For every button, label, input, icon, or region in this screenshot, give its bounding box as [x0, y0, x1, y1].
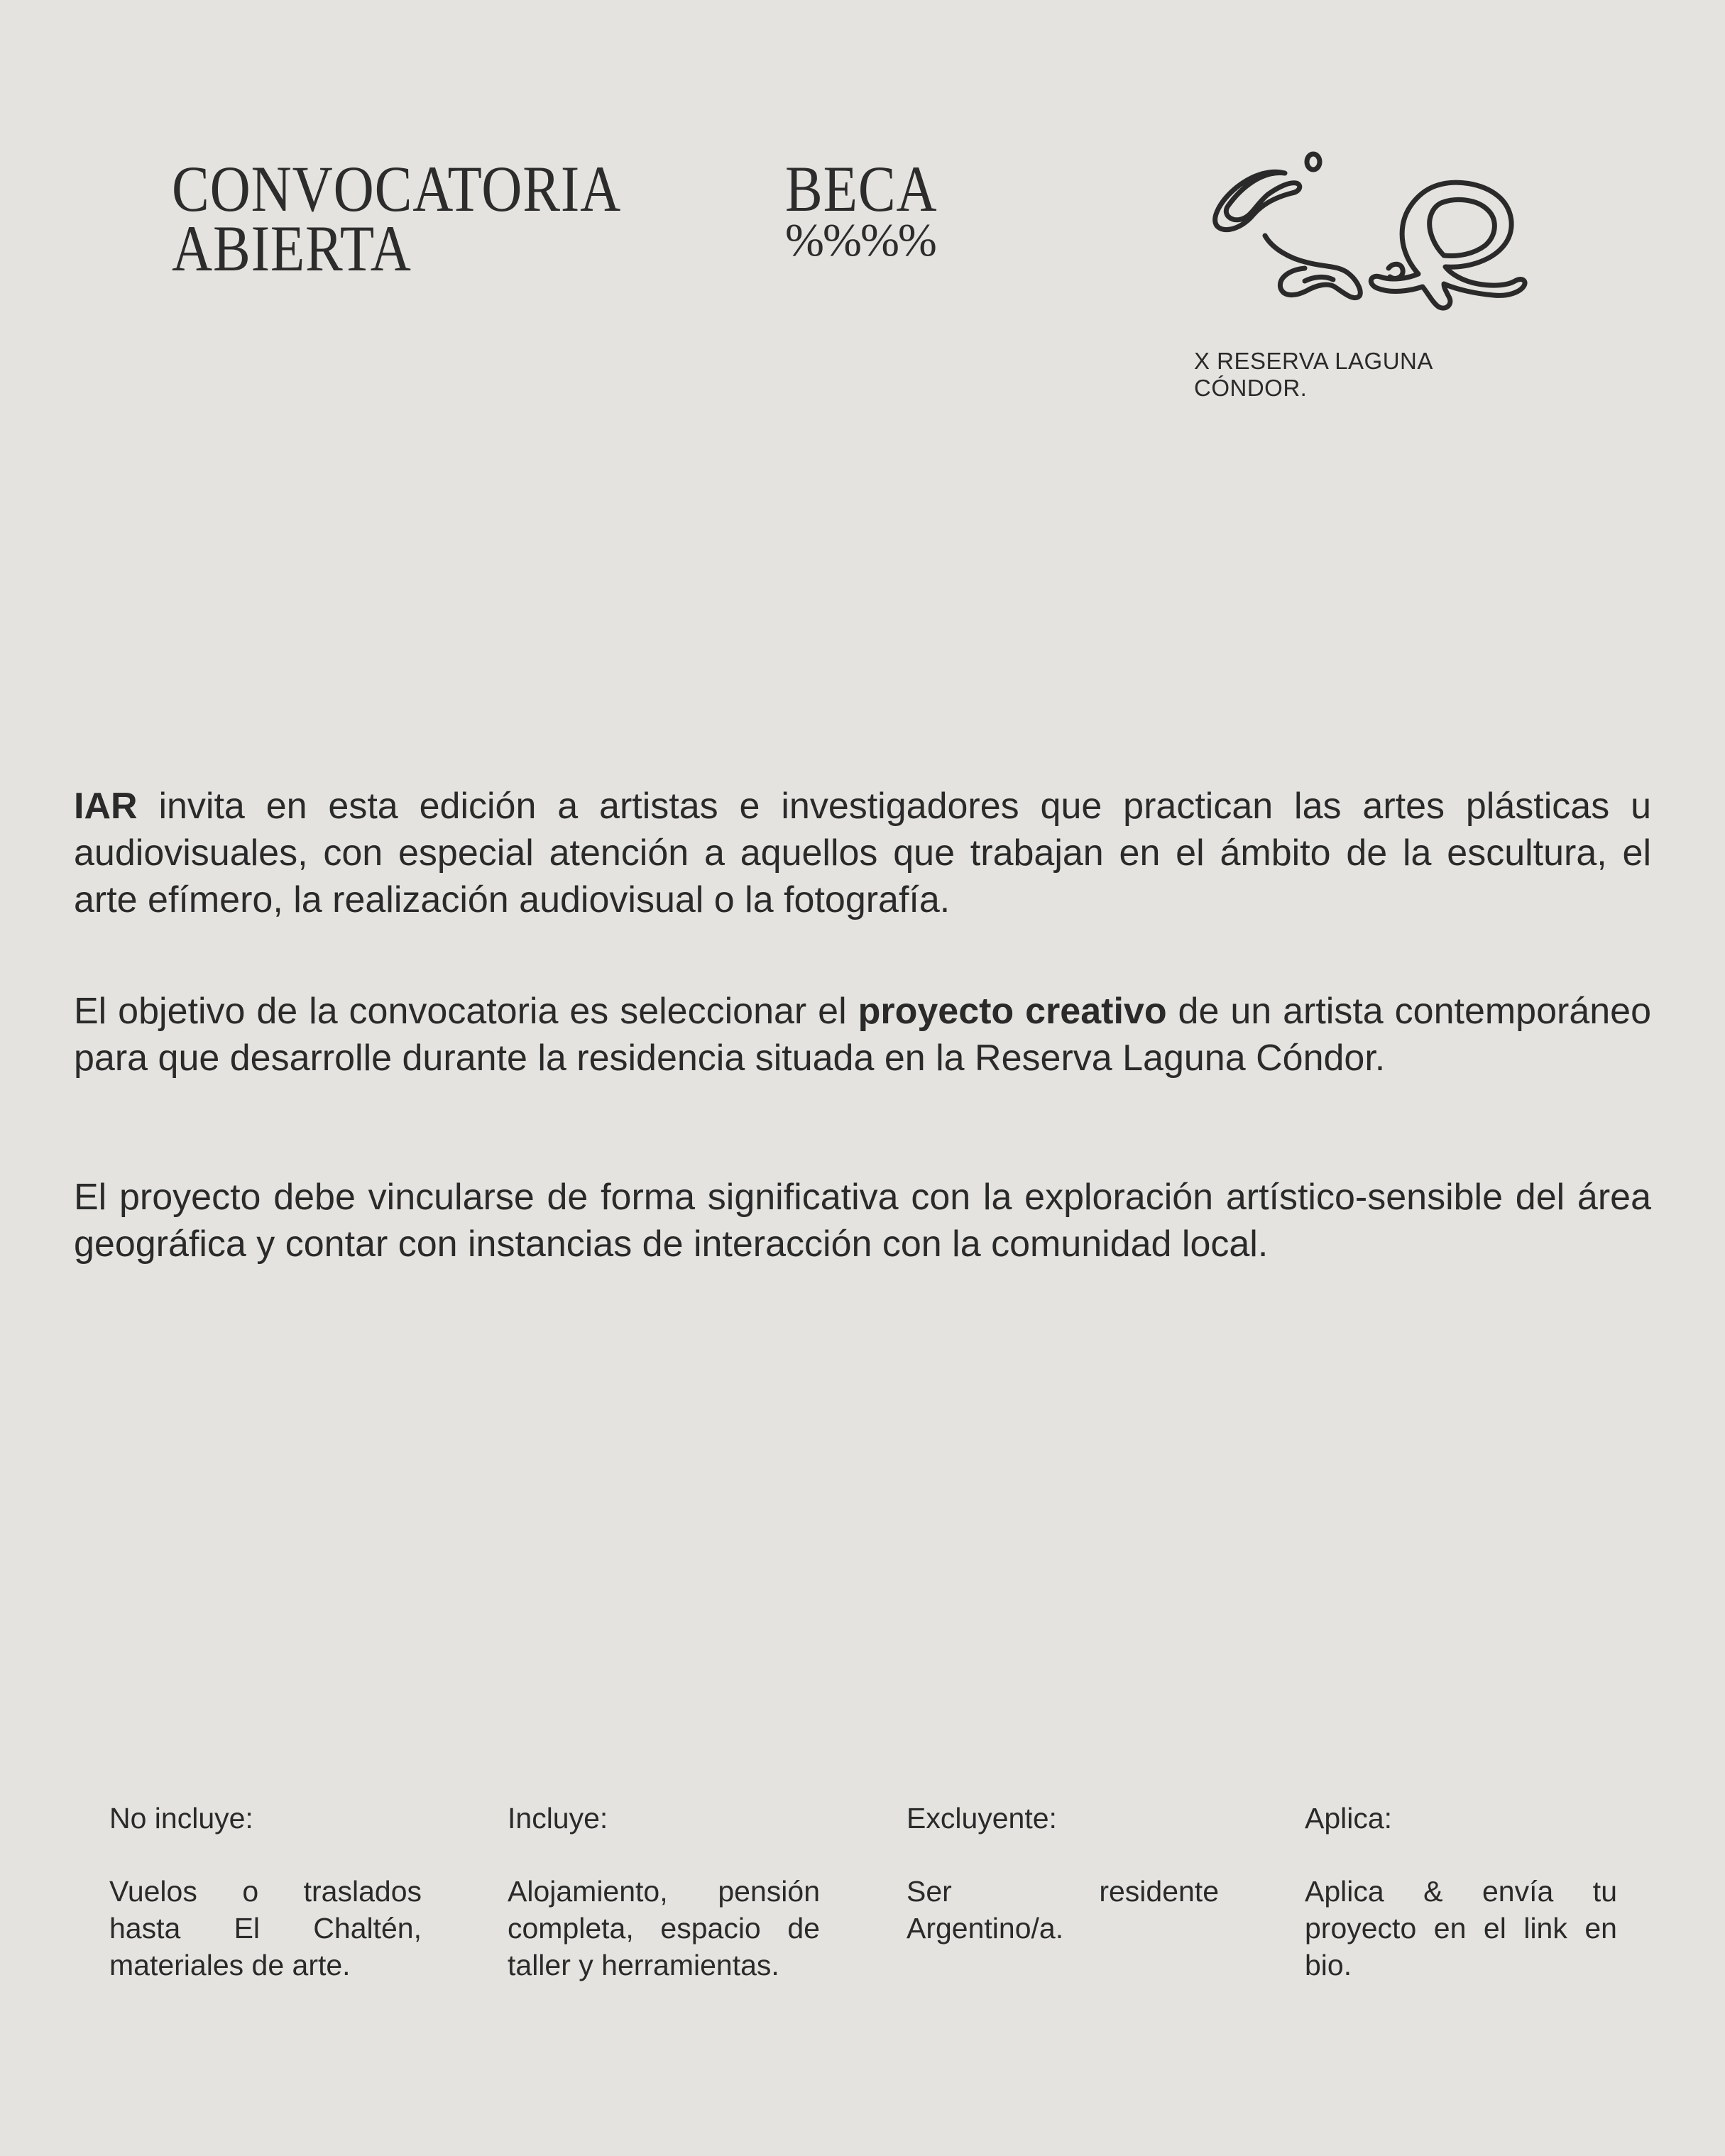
column-heading: Aplica: [1305, 1802, 1393, 1835]
logo-subtitle-line-2: CÓNDOR. [1194, 375, 1308, 401]
column-incluye [508, 1800, 820, 1984]
column-heading: No incluye: [109, 1802, 253, 1835]
title [172, 153, 622, 285]
objective-text-start: El objetivo de la convocatoria es seleccionar el [74, 991, 858, 1032]
iar-bold: IAR [74, 786, 138, 827]
iar-logo-icon [1207, 142, 1548, 341]
column-excluyente [907, 1800, 1219, 1947]
title-line-2: ABIERTA [172, 212, 412, 285]
logo-subtitle-line-1: X RESERVA LAGUNA [1194, 348, 1433, 374]
creative-project-bold: proyecto creativo [858, 991, 1167, 1032]
column-no-incluye [109, 1800, 422, 1984]
column-aplica [1305, 1800, 1617, 1984]
title-line-1: CONVOCATORIA [172, 153, 622, 225]
percent-symbols: %%%% [785, 214, 936, 266]
beca-heading: BECA [785, 153, 938, 225]
column-text: Ser residente Argentino/a. [907, 1875, 1219, 1945]
column-text: Vuelos o traslados hasta El Chaltén, materiales de arte. [109, 1875, 422, 1981]
objective-paragraph [74, 988, 1651, 1082]
project-paragraph: El proyecto debe vincularse de forma significativa con la exploración artístico-sensible del área geográfica y contar con instancias de interacción con la comunidad local. [74, 1177, 1651, 1265]
column-heading: Incluye: [508, 1802, 608, 1835]
intro-text: invita en esta edición a artistas e investigadores que practican las artes plásticas u audiovisuales, con especial atención a aquellos que trabajan en el ámbito de la escultura, el arte efímero, la realización audiovisual o la fotografía. [74, 786, 1651, 920]
column-heading: Excluyente: [907, 1802, 1057, 1835]
column-text: Aplica & envía tu proyecto en el link en bio. [1305, 1875, 1617, 1981]
logo-subtitle [1194, 348, 1535, 402]
intro-paragraph [74, 783, 1651, 923]
objective-text-end: de un artista contemporáneo para que desarrolle durante la residencia situada en la Reserva Laguna Cóndor. [74, 991, 1652, 1079]
column-text: Alojamiento, pensión completa, espacio de taller y herramientas. [508, 1875, 820, 1981]
